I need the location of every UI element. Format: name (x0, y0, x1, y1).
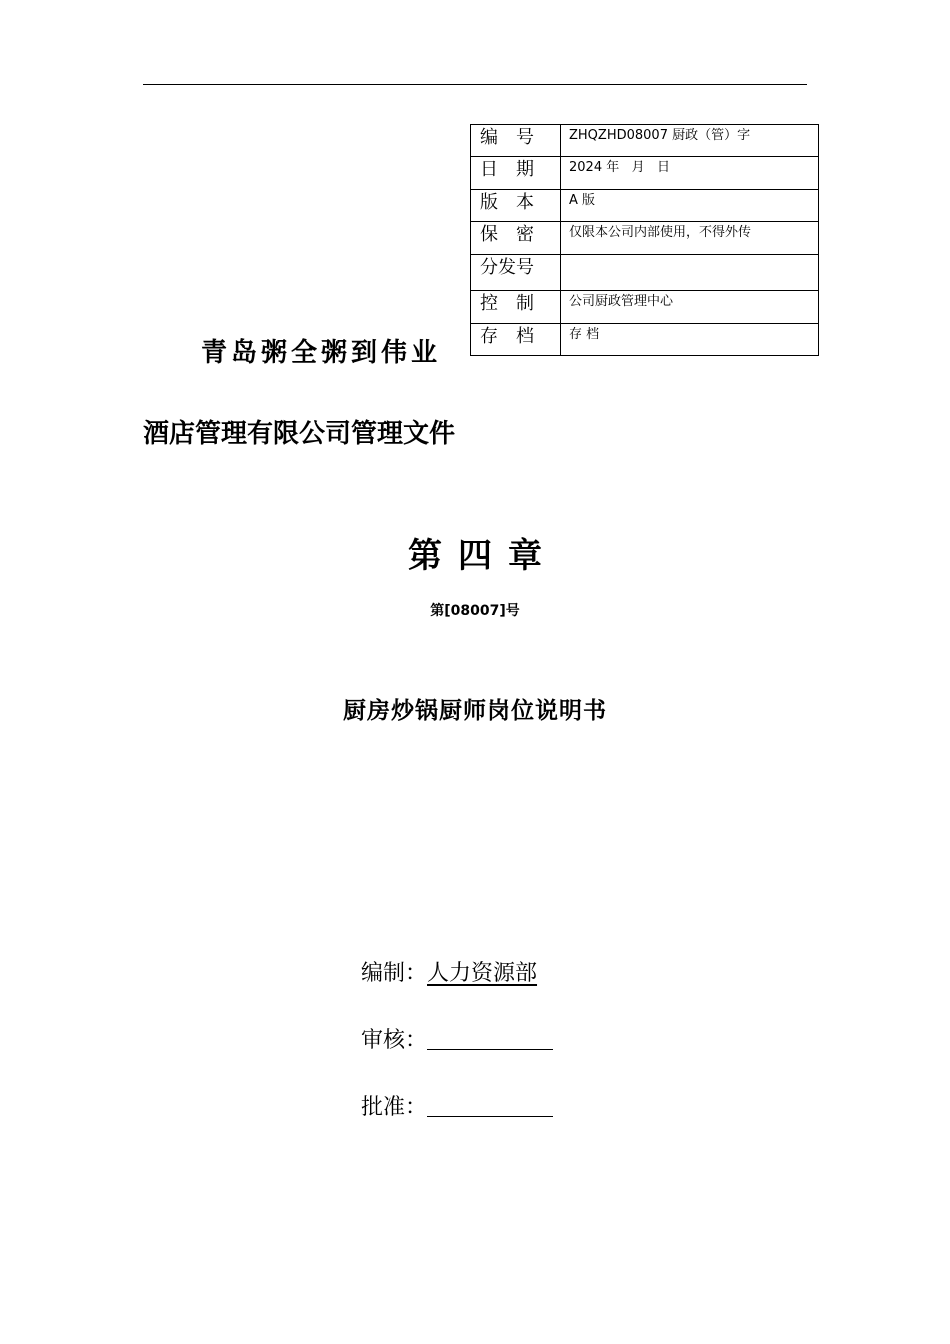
label-text: 日期 (480, 159, 552, 180)
row-value-number: ZHQZHD08007 厨政（管）字 (561, 125, 819, 157)
table-row (471, 324, 819, 356)
reviewed-by-row (361, 1026, 553, 1056)
compiled-label: 编制： (361, 961, 428, 986)
row-label-distribution: 分发号 (471, 255, 561, 291)
row-label-version (471, 190, 561, 222)
table-row (471, 222, 819, 255)
company-name-line2: 酒店管理有限公司管理文件 (143, 419, 456, 449)
compiled-by-row (361, 959, 537, 989)
label-text: 编号 (480, 127, 552, 148)
company-name-line1: 青岛粥全粥到伟业 (201, 338, 442, 368)
table-row (471, 157, 819, 190)
compiled-value: 人力资源部 (427, 961, 538, 986)
document-info-table (470, 124, 819, 356)
row-value-control: 公司厨政管理中心 (561, 291, 819, 324)
label-text: 版本 (480, 192, 552, 213)
approved-blank-line (427, 1096, 553, 1117)
document-title: 厨房炒锅厨师岗位说明书 (343, 698, 607, 724)
row-label-control (471, 291, 561, 324)
approved-label: 批准： (361, 1095, 428, 1120)
row-value-archive: 存 档 (561, 324, 819, 356)
row-label-confidential (471, 222, 561, 255)
row-value-date: 2024 年 月 日 (561, 157, 819, 190)
label-text: 保密 (480, 224, 552, 245)
row-label-number (471, 125, 561, 157)
row-value-distribution (561, 255, 819, 291)
row-label-date (471, 157, 561, 190)
reviewed-label: 审核： (361, 1028, 428, 1053)
table-row (471, 125, 819, 157)
approved-by-row (361, 1093, 553, 1123)
header-rule (143, 84, 807, 85)
document-number: 第[08007]号 (430, 603, 520, 619)
table-row (471, 190, 819, 222)
row-value-confidential: 仅限本公司内部使用，不得外传 (561, 222, 819, 255)
table-row (471, 255, 819, 291)
label-text: 控制 (480, 293, 552, 314)
chapter-heading: 第四章 (408, 536, 558, 576)
row-value-version: A 版 (561, 190, 819, 222)
reviewed-blank-line (427, 1029, 553, 1050)
table-row (471, 291, 819, 324)
label-text: 存档 (480, 326, 552, 347)
row-label-archive (471, 324, 561, 356)
